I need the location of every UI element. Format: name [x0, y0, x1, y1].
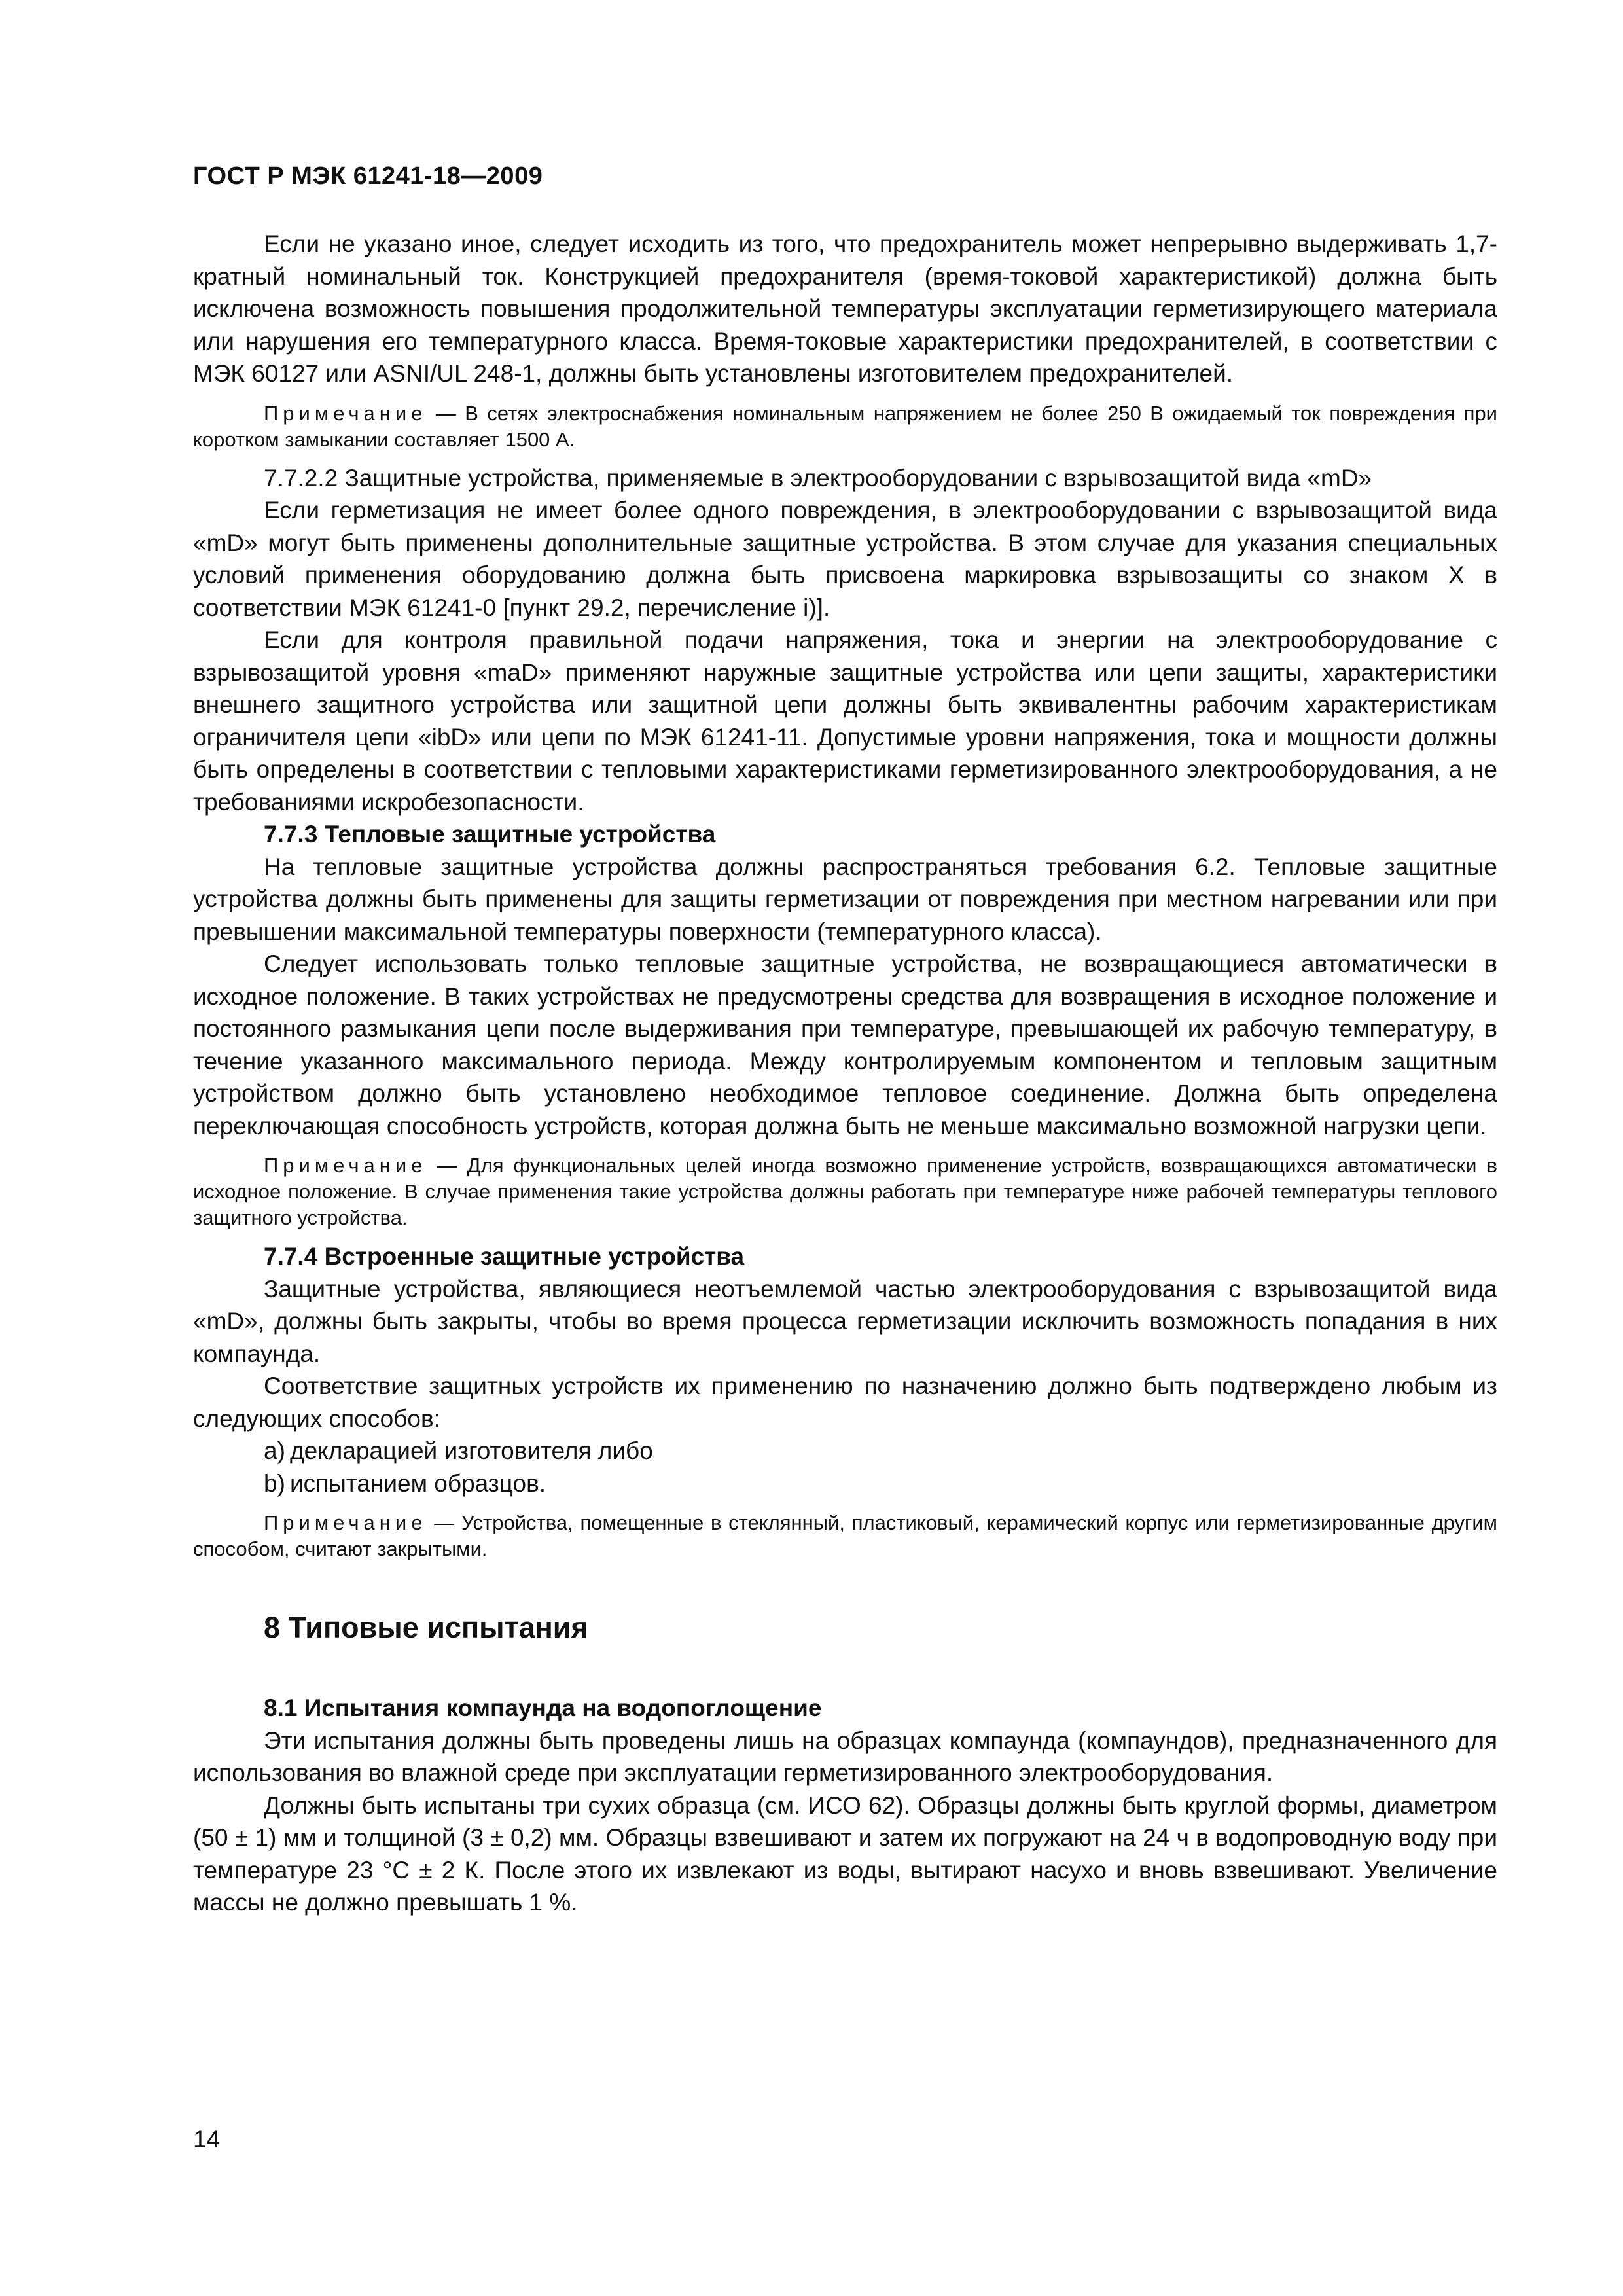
- document-body: [193, 228, 1497, 1919]
- page-number: 14: [193, 2126, 221, 2153]
- clause-7-7-3-heading: 7.7.3 Тепловые защитные устройства: [264, 821, 716, 848]
- section-8-title: 8 Типовые испытания: [264, 1611, 588, 1644]
- note-text: — Устройства, помещенные в стеклянный, пластиковый, керамический корпус или герметизированные другим способом, считают закрытыми.: [193, 1511, 1497, 1560]
- paragraph-thermal-requirements: На тепловые защитные устройства должны распространяться требования 6.2. Тепловые защитные устройства должны быть применены для защиты герметизации от повреждения при местном нагревании или при превышении максимальной температуры поверхности (температурного класса).: [193, 853, 1497, 945]
- list-item: [193, 1435, 1497, 1467]
- note-label: Примечание: [264, 1511, 427, 1534]
- paragraph-additional-protection: Если герметизация не имеет более одного повреждения, в электрооборудовании с взрывозащитой вида «mD» могут быть применены дополнительные защитные устройства. В этом случае для указания специальных условий применения оборудованию должна быть присвоена маркировка взрывозащиты со знаком Х в соответствии МЭК 61241-0 [пункт 29.2, перечисление i)].: [193, 497, 1497, 621]
- list-item-text: декларацией изготовителя либо: [290, 1437, 653, 1464]
- paragraph-external-protection: Если для контроля правильной подачи напряжения, тока и энергии на электрооборудование с взрывозащитой уровня «maD» применяют наружные защитные устройства или цепи защиты, характеристики внешнего защитного устройства или защитной цепи должны быть эквивалентны рабочим характеристикам ограничителя цепи «ibD» или цепи по МЭК 61241-11. Допустимые уровни напряжения, тока и мощности должны быть определены в соответствии с тепловыми характеристиками герметизированного электрооборудования, а не требованиями искробезопасности.: [193, 626, 1497, 816]
- note-self-resetting: [193, 1153, 1497, 1231]
- list-marker: b): [264, 1469, 285, 1497]
- note-closed-devices: [193, 1510, 1497, 1562]
- note-short-circuit: [193, 401, 1497, 453]
- clause-7-7-4-heading: 7.7.4 Встроенные защитные устройства: [264, 1243, 745, 1270]
- list-item-text: испытанием образцов.: [290, 1469, 546, 1497]
- note-label: Примечание: [264, 401, 427, 425]
- paragraph-fuse-current: Если не указано иное, следует исходить из того, что предохранитель может непрерывно выдерживать 1,7-кратный номинальный ток. Конструкцией предохранителя (время-токовой характеристикой) должна быть исключена возможность повышения продолжительной температуры эксплуатации герметизирующего материала или нарушения его температурного класса. Время-токовые характеристики предохранителей, в соответствии с МЭК 60127 или ASNI/UL 248-1, должны быть установлены изготовителем предохранителей.: [193, 230, 1497, 387]
- paragraph-integral-devices: Защитные устройства, являющиеся неотъемлемой частью электрооборудования с взрывозащитой вида «mD», должны быть закрыты, чтобы во время процесса герметизации исключить возможность попадания в них компаунда.: [193, 1275, 1497, 1367]
- note-text: — В сетях электроснабжения номинальным напряжением не более 250 В ожидаемый ток повреждения при коротком замыкании составляет 1500 А.: [193, 401, 1497, 451]
- paragraph-non-resetting-devices: Следует использовать только тепловые защитные устройства, не возвращающиеся автоматически в исходное положение. В таких устройствах не предусмотрены средства для возвращения в исходное положение и постоянного размыкания цепи после выдерживания при температуре, превышающей их рабочую температуру, в течение указанного максимального периода. Между контролируемым компонентом и тепловым защитным устройством должно быть установлено необходимое тепловое соединение. Должна быть определена переключающая способность устройств, которая должна быть не меньше максимально возможной нагрузки цепи.: [193, 950, 1497, 1139]
- paragraph-test-procedure: Должны быть испытаны три сухих образца (см. ИСО 62). Образцы должны быть круглой формы, диаметром (50 ± 1) мм и толщиной (3 ± 0,2) мм. Образцы взвешивают и затем их погружают на 24 ч в водопроводную воду при температуре 23 °С ± 2 К. После этого их извлекают из воды, вытирают насухо и вновь взвешивают. Увеличение массы не должно превышать 1 %.: [193, 1791, 1497, 1916]
- paragraph-conformity-methods: Соответствие защитных устройств их применению по назначению должно быть подтверждено любым из следующих способов:: [193, 1372, 1497, 1432]
- subsection-8-1-title: 8.1 Испытания компаунда на водопоглощение: [264, 1695, 822, 1721]
- list-item: [193, 1467, 1497, 1500]
- document-code-header: ГОСТ Р МЭК 61241-18—2009: [193, 162, 543, 190]
- clause-7-7-2-2-heading: 7.7.2.2 Защитные устройства, применяемые в электрооборудовании с взрывозащитой вида «mD»: [264, 464, 1372, 492]
- list-marker: a): [264, 1437, 285, 1464]
- note-text: — Для функциональных целей иногда возможно применение устройств, возвращающихся автоматически в исходное положение. В случае применения такие устройства должны работать при температуре ниже рабочей температуры теплового защитного устройства.: [193, 1154, 1497, 1229]
- note-label: Примечание: [264, 1154, 427, 1177]
- paragraph-test-scope: Эти испытания должны быть проведены лишь на образцах компаунда (компаундов), предназначенного для использования во влажной среде при эксплуатации герметизированного электрооборудования.: [193, 1727, 1497, 1786]
